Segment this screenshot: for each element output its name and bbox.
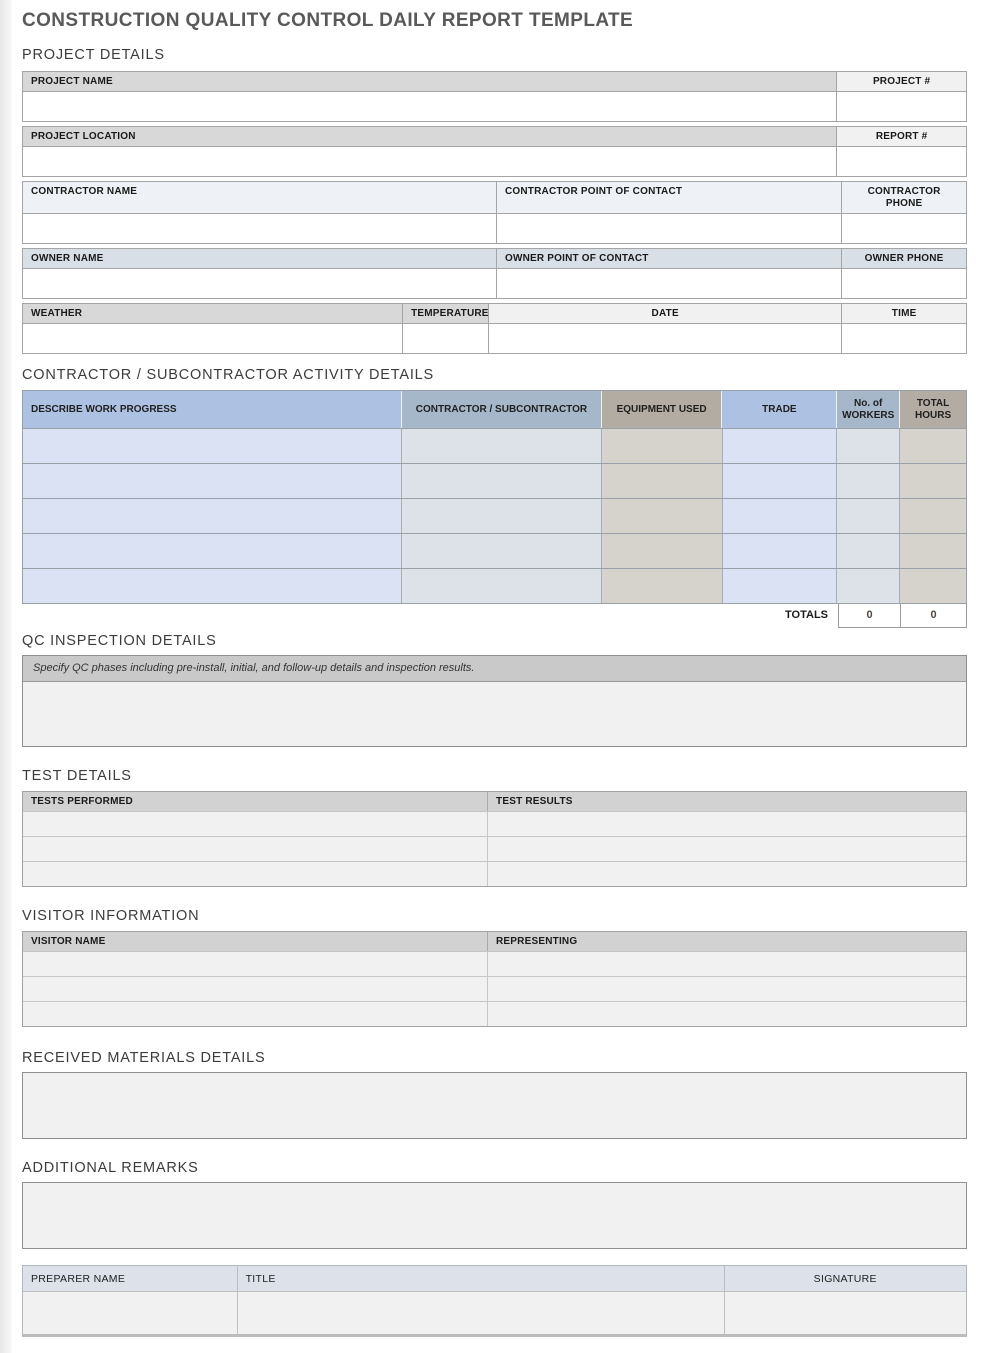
visitor-name-field[interactable] <box>23 977 488 1001</box>
activity-cell-hours[interactable] <box>900 429 966 463</box>
preparer-title-field[interactable] <box>238 1292 725 1334</box>
activity-cell-work-progress[interactable] <box>23 534 402 568</box>
visitor-row <box>23 1001 966 1026</box>
qc-inspection-heading: QC INSPECTION DETAILS <box>22 633 217 649</box>
received-materials-heading: RECEIVED MATERIALS DETAILS <box>22 1050 266 1066</box>
qc-instruction: Specify QC phases including pre-install, initial, and follow-up details and inspection results. <box>23 656 966 682</box>
visitor-information-heading: VISITOR INFORMATION <box>22 908 200 924</box>
test-details-table <box>22 791 967 887</box>
owner-phone-field[interactable] <box>842 269 966 298</box>
additional-remarks-heading: ADDITIONAL REMARKS <box>22 1160 199 1176</box>
activity-totals-row <box>22 604 967 628</box>
activity-table <box>22 390 967 604</box>
totals-label: TOTALS <box>785 609 828 621</box>
owner-poc-field[interactable] <box>497 269 842 298</box>
activity-cell-work-progress[interactable] <box>23 499 402 533</box>
owner-name-label: OWNER NAME <box>23 249 497 268</box>
activity-cell-contractor[interactable] <box>402 569 602 603</box>
visitor-name-field[interactable] <box>23 952 488 976</box>
project-location-field[interactable] <box>23 147 837 176</box>
activity-header-row <box>23 391 966 428</box>
representing-field[interactable] <box>488 977 966 1001</box>
qc-inspection-block <box>22 655 967 747</box>
visitor-header-row <box>23 932 966 951</box>
contractor-name-label: CONTRACTOR NAME <box>23 182 497 213</box>
representing-label: REPRESENTING <box>496 936 578 947</box>
activity-cell-equipment[interactable] <box>602 499 723 533</box>
test-details-heading: TEST DETAILS <box>22 768 132 784</box>
representing-field[interactable] <box>488 952 966 976</box>
signature-field[interactable] <box>725 1292 966 1334</box>
additional-remarks-field[interactable] <box>22 1182 967 1249</box>
contractor-poc-field[interactable] <box>497 214 842 243</box>
test-result-field[interactable] <box>488 837 966 861</box>
activity-cell-workers[interactable] <box>837 499 900 533</box>
preparer-table <box>22 1265 967 1337</box>
visitor-row <box>23 951 966 976</box>
owner-poc-label: OWNER POINT OF CONTACT <box>497 249 842 268</box>
test-result-field[interactable] <box>488 862 966 886</box>
activity-col-contractor-subcontractor: CONTRACTOR / SUBCONTRACTOR <box>402 391 602 428</box>
activity-cell-workers[interactable] <box>837 464 900 498</box>
activity-cell-hours[interactable] <box>900 534 966 568</box>
contractor-phone-field[interactable] <box>842 214 966 243</box>
visitor-information-table <box>22 931 967 1027</box>
visitor-name-field[interactable] <box>23 1002 488 1026</box>
contractor-group <box>22 181 967 244</box>
test-performed-field[interactable] <box>23 837 488 861</box>
activity-cell-trade[interactable] <box>723 534 838 568</box>
activity-cell-trade[interactable] <box>723 569 838 603</box>
project-name-group <box>22 71 967 122</box>
project-location-group <box>22 126 967 177</box>
weather-label: WEATHER <box>23 304 403 323</box>
preparer-title-label: TITLE <box>238 1266 725 1291</box>
signature-label: SIGNATURE <box>813 1273 877 1285</box>
activity-cell-work-progress[interactable] <box>23 569 402 603</box>
project-details-heading: PROJECT DETAILS <box>22 47 165 63</box>
owner-phone-label: OWNER PHONE <box>842 249 966 268</box>
page-edge-shadow <box>0 0 12 1353</box>
activity-cell-contractor[interactable] <box>402 464 602 498</box>
visitor-row <box>23 976 966 1001</box>
contractor-name-field[interactable] <box>23 214 497 243</box>
activity-col-describe-work-progress: DESCRIBE WORK PROGRESS <box>23 391 402 428</box>
received-materials-field[interactable] <box>22 1072 967 1139</box>
tests-performed-label: TESTS PERFORMED <box>23 792 488 811</box>
activity-cell-equipment[interactable] <box>602 534 723 568</box>
activity-heading: CONTRACTOR / SUBCONTRACTOR ACTIVITY DETAILS <box>22 367 434 383</box>
activity-cell-hours[interactable] <box>900 569 966 603</box>
test-performed-field[interactable] <box>23 862 488 886</box>
activity-cell-hours[interactable] <box>900 499 966 533</box>
project-name-field[interactable] <box>23 92 837 121</box>
weather-field[interactable] <box>23 324 403 353</box>
owner-group <box>22 248 967 299</box>
representing-field[interactable] <box>488 1002 966 1026</box>
test-results-label: TEST RESULTS <box>496 796 573 807</box>
date-label: DATE <box>489 304 842 323</box>
activity-col-trade: TRADE <box>722 391 837 428</box>
activity-cell-work-progress[interactable] <box>23 429 402 463</box>
activity-cell-equipment[interactable] <box>602 429 723 463</box>
activity-cell-work-progress[interactable] <box>23 464 402 498</box>
time-label: TIME <box>842 304 966 323</box>
activity-cell-trade[interactable] <box>723 499 838 533</box>
temperature-label: TEMPERATURE <box>403 304 489 323</box>
test-row <box>23 861 966 886</box>
activity-cell-workers[interactable] <box>837 429 900 463</box>
activity-row <box>23 533 966 568</box>
activity-cell-contractor[interactable] <box>402 534 602 568</box>
activity-cell-equipment[interactable] <box>602 464 723 498</box>
project-number-label: PROJECT # <box>837 72 966 91</box>
activity-cell-workers[interactable] <box>837 534 900 568</box>
test-row <box>23 811 966 836</box>
activity-cell-trade[interactable] <box>723 464 838 498</box>
activity-row <box>23 463 966 498</box>
temperature-field[interactable] <box>403 324 489 353</box>
contractor-phone-label: CONTRACTOR PHONE <box>842 182 966 213</box>
activity-row <box>23 498 966 533</box>
activity-cell-hours[interactable] <box>900 464 966 498</box>
date-field[interactable] <box>489 324 842 353</box>
project-number-field[interactable] <box>837 92 966 121</box>
report-number-label: REPORT # <box>837 127 966 146</box>
activity-cell-contractor[interactable] <box>402 429 602 463</box>
visitor-name-label: VISITOR NAME <box>23 932 488 951</box>
activity-col-no-of-workers: No. of WORKERS <box>837 391 900 428</box>
test-details-header-row <box>23 792 966 811</box>
page-title: CONSTRUCTION QUALITY CONTROL DAILY REPORT TEMPLATE <box>22 10 634 31</box>
weather-group <box>22 303 967 354</box>
activity-cell-trade[interactable] <box>723 429 838 463</box>
qc-notes-field[interactable] <box>23 682 966 746</box>
preparer-header-row <box>23 1266 966 1291</box>
project-location-label: PROJECT LOCATION <box>23 127 837 146</box>
total-workers-value[interactable]: 0 <box>838 604 901 628</box>
time-field[interactable] <box>842 324 966 353</box>
project-name-label: PROJECT NAME <box>23 72 837 91</box>
contractor-poc-label: CONTRACTOR POINT OF CONTACT <box>497 182 842 213</box>
activity-cell-workers[interactable] <box>837 569 900 603</box>
total-hours-value[interactable]: 0 <box>901 604 967 628</box>
activity-row <box>23 568 966 603</box>
activity-col-total-hours: TOTAL HOURS <box>900 391 966 428</box>
activity-cell-equipment[interactable] <box>602 569 723 603</box>
owner-name-field[interactable] <box>23 269 497 298</box>
activity-row <box>23 428 966 463</box>
preparer-name-label: PREPARER NAME <box>23 1266 238 1291</box>
report-number-field[interactable] <box>837 147 966 176</box>
test-result-field[interactable] <box>488 812 966 836</box>
activity-col-equipment-used: EQUIPMENT USED <box>602 391 723 428</box>
test-row <box>23 836 966 861</box>
preparer-name-field[interactable] <box>23 1292 238 1334</box>
activity-cell-contractor[interactable] <box>402 499 602 533</box>
preparer-body-row <box>23 1291 966 1334</box>
test-performed-field[interactable] <box>23 812 488 836</box>
